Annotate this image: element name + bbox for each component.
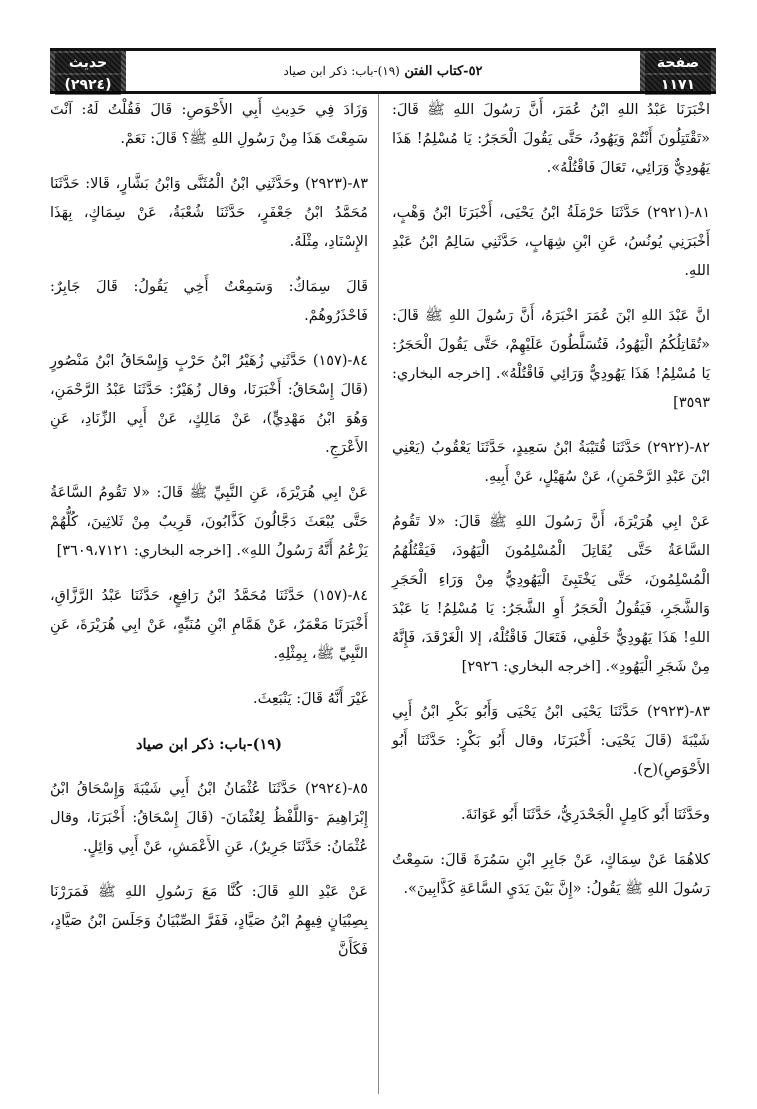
book-title: ٥٢-كتاب الفتن (404, 64, 483, 79)
paragraph: عَنْ عَبْدِ اللهِ قَالَ: كُنَّا مَعَ رَسُولِ اللهِ ﷺ فَمَرَرْنَا بِصِبْيَانٍ فِيهِمُ ابْنُ صَيَّادٍ، فَفَرَّ الصِّبْيَانُ وَجَلَسَ ابْنُ صَيَّادٍ، فَكَأَنَّ (50, 884, 368, 958)
paragraph: اخْبَرَنَا عَبْدُ اللهِ ابْنُ عُمَرَ، أَنَّ رَسُولَ اللهِ ﷺ قَالَ: «تَقْتَتِلُونَ أَنْتُمْ وَيَهُودُ، حَتَّى يَقُولَ الْحَجَرُ: يَا مُسْلِمُ! هَذَا يَهُودِيٌّ وَرَائِي، تَعَالَ فَاقْتُلْهُ». (392, 102, 710, 176)
page-header (50, 48, 716, 94)
running-title (126, 51, 640, 91)
hadith-label: حديث (55, 53, 121, 73)
page-number-box (640, 51, 716, 91)
paragraph: ٨٥-(٢٩٢٤) حَدَّثَنَا عُثْمَانُ ابْنُ أَبِي شَيْبَةَ وَإِسْحَاقُ ابْنُ إِبْرَاهِيمَ -وَاللَّفْظُ لِعُثْمَانَ- (قَالَ إِسْحَاقُ: أَخْبَرَنَا، وقال عُثْمَانُ: حَدَّثَنَا جَرِيرٌ)، عَنِ الأَعْمَشِ، عَنْ أَبِي وَائِلٍ. (50, 781, 368, 855)
paragraph: كلاهُمَا عَنْ سِمَاكٍ، عَنْ جَابِرِ ابْنِ سَمُرَةَ قَالَ: سَمِعْتُ رَسُولَ اللهِ ﷺ يَقُولُ: «إِنَّ بَيْنَ يَدَيِ السَّاعَةِ كَذَّابِينَ». (392, 852, 710, 897)
hadith-number: (٢٩٢٤) (55, 75, 121, 95)
paragraph: قَالَ سِمَاكٌ: وَسَمِعْتُ أَخِي يَقُولُ: قَالَ جَابِرٌ: فَاحْذَرُوهُمْ. (50, 279, 368, 324)
column-divider (378, 94, 379, 1094)
hadith-number-box (50, 51, 126, 91)
paragraph: ٨٢-(٢٩٢٢) حَدَّثَنَا قُتَيْبَةُ ابْنُ سَعِيدٍ، حَدَّثَنَا يَعْقُوبُ (يَعْنِي ابْنَ عَبْدِ الرَّحْمَنِ)، عَنْ سُهَيْلٍ، عَنْ أَبِيهِ. (392, 440, 710, 485)
paragraph: وحَدَّثَنَا أَبُو كَامِلٍ الْجَحْدَرِيُّ، حَدَّثَنَا أَبُو عَوَانَةَ. (460, 807, 710, 823)
paragraph: ٨٤-(١٥٧) حَدَّثَنَا مُحَمَّدُ ابْنُ رَافِعٍ، حَدَّثَنَا عَبْدُ الرَّزَّاقِ، أَخْبَرَنَا مَعْمَرٌ، عَنْ هَمَّامِ ابْنِ مُنَبِّهٍ، عَنْ ابِي هُرَيْرَةَ، عَنِ النَّبِيِّ ﷺ، بِمِثْلِهِ. (50, 588, 368, 662)
paragraph: عَنْ ابِي هُرَيْرَةَ، عَنِ النَّبِيِّ ﷺ قَالَ: «لا تَقُومُ السَّاعَةُ حَتَّى يُبْعَثَ دَجَّالُونَ كَذَّابُونَ، قَرِيبٌ مِنْ ثَلاثِينَ، كُلُّهُمْ يَزْعُمُ أَنَّهُ رَسُولُ اللهِ». [اخرجه البخاري: ٣٦٠٩،٧١٢١] (50, 485, 368, 559)
paragraph: ٨١-(٢٩٢١) حَدَّثَنَا حَرْمَلَةُ ابْنُ يَحْيَى، أَخْبَرَنَا ابْنُ وَهْبٍ، أَخْبَرَنِي يُونُسُ، عَنِ ابْنِ شِهَابٍ، حَدَّثَنِي سَالِمُ ابْنُ عَبْدِ اللهِ. (392, 205, 710, 279)
chapter-heading: (١٩)-باب: ذكر ابن صياد (136, 736, 282, 753)
paragraph: غَيْرَ أَنَّهُ قَالَ: يَنْبَعِثَ. (252, 691, 368, 707)
paragraph: عَنْ ابِي هُرَيْرَةَ، أَنَّ رَسُولَ اللهِ ﷺ قَالَ: «لا تَقُومُ السَّاعَةُ حَتَّى يُقَاتِلَ الْمُسْلِمُونَ الْيَهُودَ، فَيَقْتُلُهُمُ الْمُسْلِمُونَ، حَتَّى يَخْتَبِئَ الْيَهُودِيُّ مِنْ وَرَاءِ الْحَجَرِ وَالشَّجَرِ، فَيَقُولُ الْحَجَرُ أَوِ الشَّجَرُ: يَا مُسْلِمُ! يَا عَبْدَ اللهِ! هَذَا يَهُودِيٌّ خَلْفِي، فَتَعَالَ فَاقْتُلْهُ، إلا الْغَرْقَدَ، فَإِنَّهُ مِنْ شَجَرِ الْيَهُودِ». [اخرجه البخاري: ٢٩٢٦] (392, 514, 710, 675)
page-number: ١١٧١ (645, 75, 711, 95)
paragraph: وَزَادَ فِي حَدِيثِ أَبِي الأَحْوَصِ: قَالَ فَقُلْتُ لَهُ: آنْتَ سَمِعْتَ هَذَا مِنْ رَسُولِ اللهِ ﷺ؟ قَالَ: نَعَمْ. (50, 102, 368, 147)
right-column (392, 96, 710, 920)
paragraph: ٨٤-(١٥٧) حَدَّثَنِي زُهَيْرُ ابْنُ حَرْبٍ وَإِسْحَاقُ ابْنُ مَنْصُورٍ (قَالَ إِسْحَاقُ: أَخْبَرَنَا، وقال زُهَيْرٌ: حَدَّثَنَا عَبْدُ الرَّحْمَنِ، وَهُوَ ابْنُ مَهْدِيٍّ)، عَنْ مَالِكٍ، عَنْ أَبِي الزِّنَادِ، عَنِ الأَعْرَجِ. (50, 353, 368, 456)
chapter-title: (١٩)-باب: ذكر ابن صياد (283, 64, 400, 78)
paragraph: ٨٣-(٢٩٢٣) حَدَّثَنَا يَحْيَى ابْنُ يَحْيَى وَأَبُو بَكْرِ ابْنُ أَبِي شَيْبَةَ (قَالَ يَحْيَى: أَخْبَرَنَا، وقال أَبُو بَكْرٍ: حَدَّثَنَا أَبُو الأَحْوَصِ)(ح). (392, 704, 710, 778)
left-column (50, 96, 368, 981)
page-label: صفحة (645, 53, 711, 73)
paragraph: انَّ عَبْدَ اللهِ ابْنَ عُمَرَ اخْبَرَهُ، أَنَّ رَسُولَ اللهِ ﷺ قَالَ: «تُقَاتِلُكُمُ الْيَهُودُ، فَتُسَلَّطُونَ عَلَيْهِمْ، حَتَّى يَقُولَ الْحَجَرُ: يَا مُسْلِمُ! هَذَا يَهُودِيٌّ وَرَائِي فَاقْتُلْهُ». [اخرجه البخاري: ٣٥٩٣] (392, 308, 710, 411)
paragraph: ٨٣-(٢٩٢٣) وحَدَّثَنِي ابْنُ الْمُثَنَّى وَابْنُ بَشَّارٍ، قَالا: حَدَّثَنَا مُحَمَّدُ ابْنُ جَعْفَرٍ، حَدَّثَنَا شُعْبَةُ، عَنْ سِمَاكٍ، بِهَذَا الإِسْنَادِ، مِثْلَهُ. (50, 176, 368, 250)
